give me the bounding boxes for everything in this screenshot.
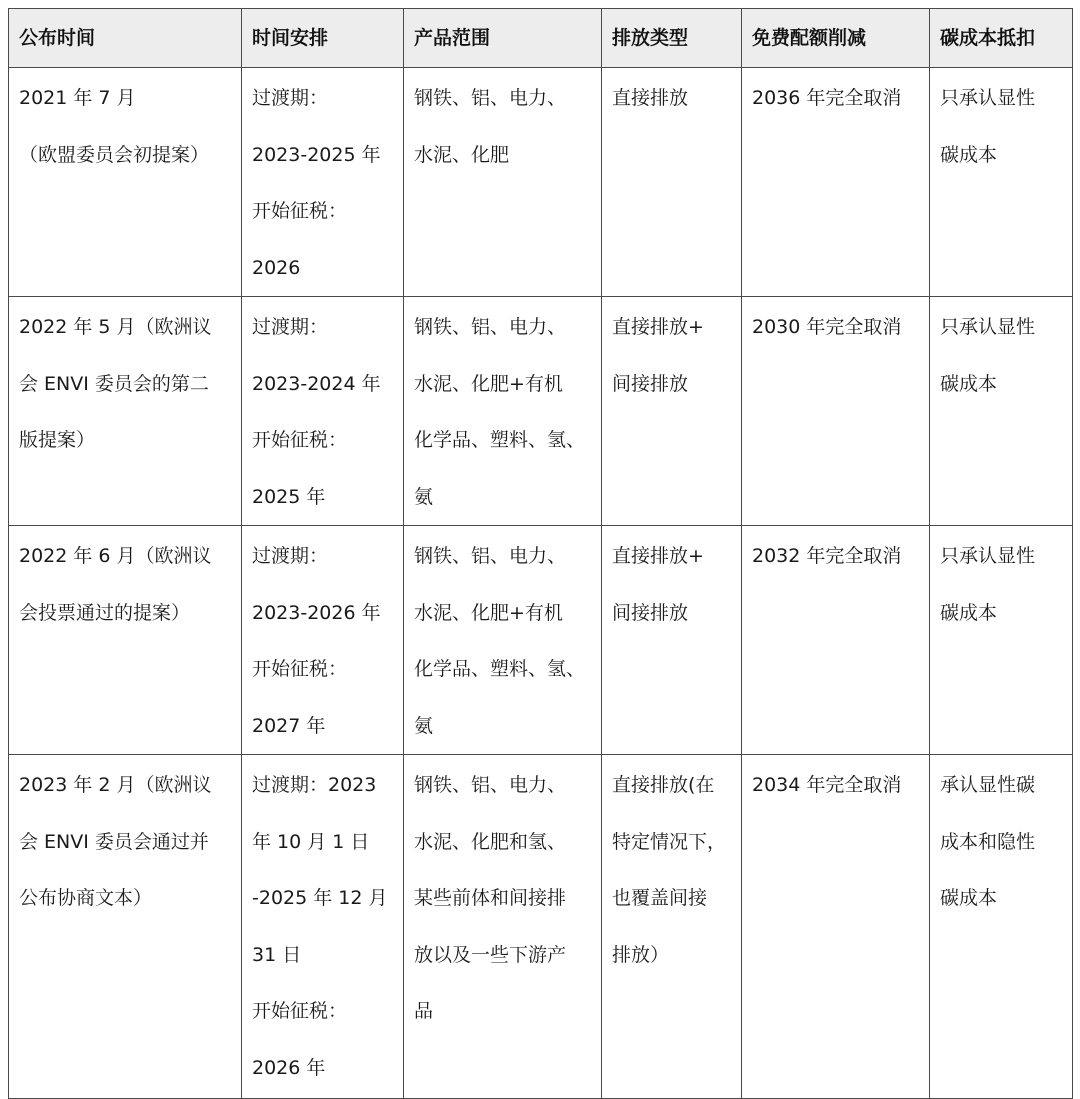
table-row	[9, 297, 1073, 526]
text-line: 钢铁、铝、电力、	[414, 87, 567, 109]
text-line: 成本和隐性	[940, 830, 1036, 853]
text-line: 公布协商文本）	[19, 887, 153, 909]
text-line: 2021 年 7 月	[19, 87, 136, 109]
cell-product-scope	[404, 526, 602, 755]
text-line: 直接排放(在	[612, 774, 715, 796]
header-row	[9, 9, 1073, 68]
text-line: 2022 年 6 月（欧洲议	[19, 545, 212, 567]
text-line: 2026	[252, 256, 301, 279]
text-line: 2023-2024 年	[252, 372, 381, 395]
cell-product-scope	[404, 297, 602, 526]
text-line: 化学品、塑料、氢、	[414, 429, 586, 451]
text-line: 开始征税：	[252, 200, 348, 222]
header-schedule: 时间安排	[242, 9, 404, 68]
text-line: 氨	[414, 714, 434, 737]
text-line: 会投票通过的提案）	[19, 601, 191, 624]
text-line: 钢铁、铝、电力、	[414, 774, 567, 796]
text-line: 钢铁、铝、电力、	[414, 545, 567, 567]
cell-free-allowance-cut	[742, 68, 930, 297]
text-line: （欧盟委员会初提案）	[19, 143, 210, 166]
text-line: 只承认显性	[940, 316, 1036, 338]
text-line: 开始征税：	[252, 1000, 348, 1022]
text-line: 2023-2025 年	[252, 143, 381, 166]
text-line: 特定情况下，	[612, 830, 727, 853]
text-line: 氨	[414, 485, 434, 508]
text-line: -2025 年 12 月	[252, 887, 388, 909]
text-line: 品	[414, 1000, 434, 1022]
text-line: 间接排放	[612, 601, 689, 624]
text-line: 碳成本	[940, 887, 998, 909]
text-line: 2036 年完全取消	[752, 87, 902, 109]
text-line: 某些前体和间接排	[414, 887, 567, 909]
text-line: 过渡期：	[252, 87, 329, 109]
text-line: 放以及一些下游产	[414, 943, 567, 966]
text-line: 直接排放+	[612, 545, 704, 567]
header-emission-type: 排放类型	[602, 9, 742, 68]
table-row	[9, 68, 1073, 297]
text-line: 只承认显性	[940, 545, 1036, 567]
text-line: 水泥、化肥+有机	[414, 601, 563, 624]
table-row	[9, 526, 1073, 755]
text-line: 过渡期：	[252, 316, 329, 338]
header-free-allowance-cut: 免费配额削减	[742, 9, 930, 68]
text-line: 钢铁、铝、电力、	[414, 316, 567, 338]
text-line: 开始征税：	[252, 658, 348, 680]
text-line: 2034 年完全取消	[752, 774, 902, 796]
text-line: 2026 年	[252, 1056, 326, 1079]
text-line: 水泥、化肥和氢、	[414, 830, 567, 853]
table-row	[9, 755, 1073, 1099]
text-line: 碳成本	[940, 143, 998, 166]
text-line: 排放）	[612, 943, 670, 966]
text-line: 也覆盖间接	[612, 887, 708, 909]
cell-emission-type	[602, 297, 742, 526]
text-line: 会 ENVI 委员会的第二	[19, 372, 209, 395]
cell-publish-time	[9, 297, 242, 526]
text-line: 开始征税：	[252, 429, 348, 451]
text-line: 直接排放	[612, 87, 689, 109]
header-carbon-cost-deduction: 碳成本抵扣	[930, 9, 1073, 68]
text-line: 2027 年	[252, 714, 326, 737]
text-line: 过渡期：2023	[252, 774, 377, 796]
text-line: 碳成本	[940, 372, 998, 395]
text-line: 过渡期：	[252, 545, 329, 567]
cell-emission-type	[602, 526, 742, 755]
text-line: 只承认显性	[940, 87, 1036, 109]
header-product-scope: 产品范围	[404, 9, 602, 68]
cell-schedule	[242, 297, 404, 526]
text-line: 31 日	[252, 943, 302, 966]
cell-carbon-cost-deduction	[930, 526, 1073, 755]
text-line: 碳成本	[940, 601, 998, 624]
cell-free-allowance-cut	[742, 526, 930, 755]
cell-publish-time	[9, 755, 242, 1099]
text-line: 化学品、塑料、氢、	[414, 658, 586, 680]
text-line: 水泥、化肥+有机	[414, 372, 563, 395]
text-line: 承认显性碳	[940, 774, 1036, 796]
text-line: 年 10 月 1 日	[252, 830, 370, 853]
text-line: 会 ENVI 委员会通过并	[19, 830, 209, 853]
cbam-proposal-comparison-table	[8, 8, 1073, 1099]
text-line: 2032 年完全取消	[752, 545, 902, 567]
cell-free-allowance-cut	[742, 755, 930, 1099]
text-line: 水泥、化肥	[414, 143, 510, 166]
text-line: 2023-2026 年	[252, 601, 381, 624]
cell-schedule	[242, 526, 404, 755]
cell-schedule	[242, 755, 404, 1099]
cell-free-allowance-cut	[742, 297, 930, 526]
text-line: 2023 年 2 月（欧洲议	[19, 774, 212, 796]
cell-carbon-cost-deduction	[930, 297, 1073, 526]
cell-schedule	[242, 68, 404, 297]
text-line: 版提案）	[19, 429, 96, 451]
text-line: 直接排放+	[612, 316, 704, 338]
text-line: 2030 年完全取消	[752, 316, 902, 338]
text-line: 2025 年	[252, 485, 326, 508]
text-line: 2022 年 5 月（欧洲议	[19, 316, 212, 338]
text-line: 间接排放	[612, 372, 689, 395]
cell-emission-type	[602, 68, 742, 297]
cell-publish-time	[9, 68, 242, 297]
cell-carbon-cost-deduction	[930, 755, 1073, 1099]
cell-publish-time	[9, 526, 242, 755]
cell-emission-type	[602, 755, 742, 1099]
cell-carbon-cost-deduction	[930, 68, 1073, 297]
header-publish-time: 公布时间	[9, 9, 242, 68]
cell-product-scope	[404, 755, 602, 1099]
cell-product-scope	[404, 68, 602, 297]
